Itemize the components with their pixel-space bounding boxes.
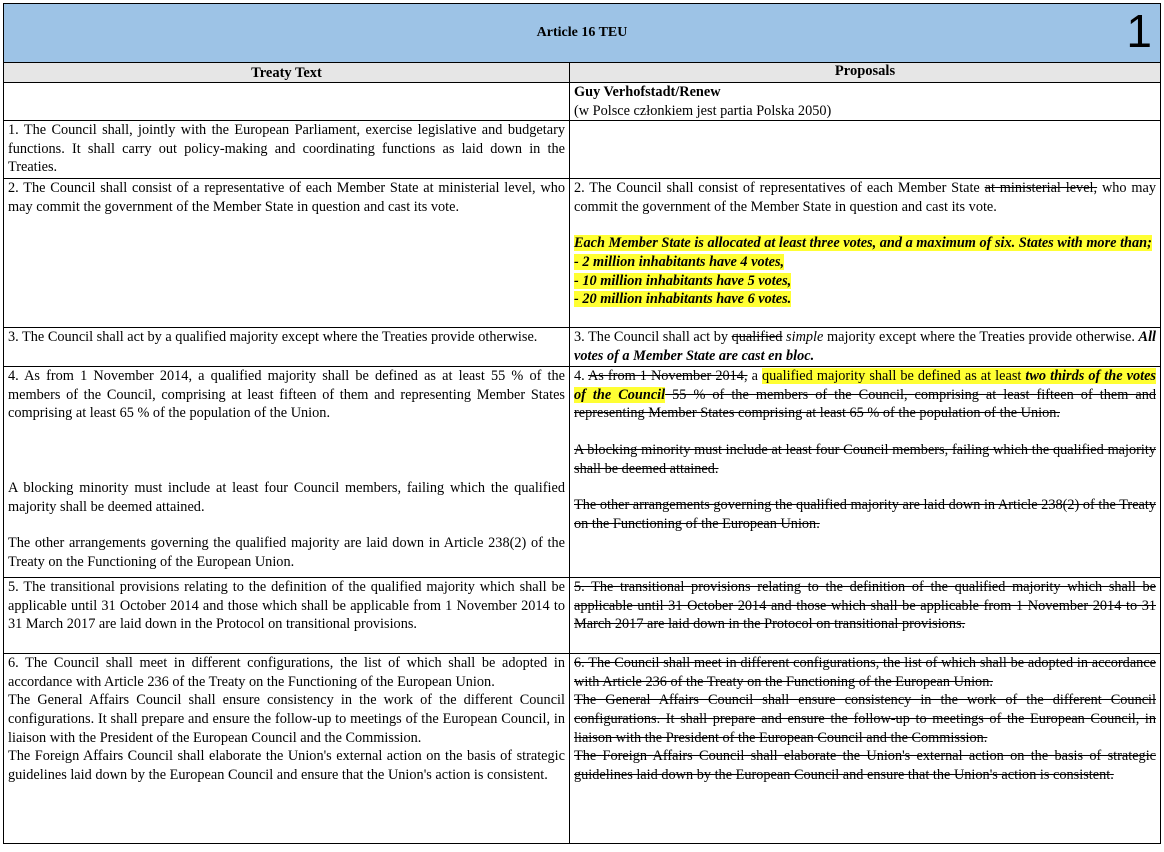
article-title: Article 16 TEU [536, 24, 628, 40]
title-row [4, 4, 1161, 63]
struck-text: 55 % of the members of the Council, comprising at least fifteen of them and representing Member States comprising at least 65 % of the population of the Union. [574, 386, 1156, 422]
proposal-paragraph-1 [570, 121, 1161, 179]
row-paragraph-6 [4, 654, 1161, 844]
empty-cell [4, 83, 570, 121]
struck-text: As from 1 November 2014, [587, 368, 748, 385]
new-text: two thirds of the votes of the Council [574, 368, 1156, 403]
struck-text: qualified [731, 329, 783, 346]
treaty-paragraph-3: 3. The Council shall act by a qualified majority except where the Treaties provide otherwise. [4, 328, 570, 367]
proposal-2-votes [574, 234, 1156, 308]
treaty-text-header: Treaty Text [4, 63, 570, 83]
proposal-paragraph-4: 4. As from 1 November 2014, a qualified majority shall be defined as at least two thirds of the votes of the Council 55 % of the members of the Council, comprising at least fifteen of them and representing Member States comprising at least 65 % of the population of the Union. A blocking minority must include at least four Council members, failing which the qualified majority shall be deemed attained. The other arrangements governing the qualified majority are laid down in Article 238(2) of the Treaty on the Functioning of the European Union. [570, 367, 1161, 578]
row-paragraph-1 [4, 121, 1161, 179]
highlighted-text: qualified majority shall be defined as at least [761, 368, 1026, 385]
new-text: simple [782, 329, 824, 346]
proposal-paragraph-2 [570, 179, 1161, 328]
struck-paragraph: The other arrangements governing the qualified majority are laid down in Article 238(2) of the Treaty on the Functioning of the European Union. [574, 497, 1157, 532]
row-paragraph-2 [4, 179, 1161, 328]
proposer-row [4, 83, 1161, 121]
proposals-header: Proposals [570, 63, 1161, 83]
treaty-paragraph-6: 6. The Council shall meet in different configurations, the list of which shall be adopted in accordance with Article 236 of the Treaty on the Functioning of the European Union. The General Affairs Council shall ensure consistency in the work of the different Council configurations. It shall prepare and ensure the follow-up to meetings of the European Council, in liaison with the President of the European Council and the Commission. The Foreign Affairs Council shall elaborate the Union's external action on the basis of strategic guidelines laid down by the European Council and ensure that the Union's action is consistent. [4, 654, 570, 844]
row-paragraph-5 [4, 578, 1161, 654]
votes-intro: Each Member State is allocated at least three votes, and a maximum of six. States with more than; [574, 235, 1152, 252]
proposal-2-text: 2. The Council shall consist of representatives of each Member State at ministerial level, who may commit the government of the Member State in question and cast its vote. [574, 180, 1157, 215]
row-paragraph-4 [4, 367, 1161, 578]
proposer-name: Guy Verhofstadt/Renew [574, 84, 721, 100]
comparison-table [3, 3, 1161, 844]
row-paragraph-3 [4, 328, 1161, 367]
proposal-paragraph-3: 3. The Council shall act by qualified simple majority except where the Treaties provide otherwise. All votes of a Member State are cast en bloc. [570, 328, 1161, 367]
struck-paragraph: A blocking minority must include at least four Council members, failing which the qualified majority shall be deemed attained. [574, 441, 1157, 477]
header-row [4, 63, 1161, 83]
votes-line-3: - 20 million inhabitants have 6 votes. [574, 291, 792, 308]
proposer-note: (w Polsce członkiem jest partia Polska 2050) [574, 102, 832, 119]
page-number: 1 [1126, 5, 1153, 57]
title-cell [4, 4, 1161, 63]
proposal-paragraph-6: 6. The Council shall meet in different configurations, the list of which shall be adopted in accordance with Article 236 of the Treaty on the Functioning of the European Union. The General Affairs Council shall ensure consistency in the work of the different Council configurations. It shall prepare and ensure the follow-up to meetings of the European Council, in liaison with the President of the European Council and the Commission. The Foreign Affairs Council shall elaborate the Union's external action on the basis of strategic guidelines laid down by the European Council and ensure that the Union's action is consistent. [570, 654, 1161, 844]
votes-line-2: - 10 million inhabitants have 5 votes, [574, 272, 792, 289]
votes-line-1: - 2 million inhabitants have 4 votes, [574, 253, 785, 270]
struck-text: at ministerial level, [984, 180, 1098, 197]
new-text: All votes of a Member State are cast en bloc. [574, 329, 1157, 364]
proposer-cell [570, 83, 1161, 121]
treaty-paragraph-1: 1. The Council shall, jointly with the European Parliament, exercise legislative and budgetary functions. It shall carry out policy-making and coordinating functions as laid down in the Treaties. [4, 121, 570, 179]
treaty-paragraph-2: 2. The Council shall consist of a representative of each Member State at ministerial level, who may commit the government of the Member State in question and cast its vote. [4, 179, 570, 328]
proposal-paragraph-5: 5. The transitional provisions relating to the definition of the qualified majority which shall be applicable until 31 October 2014 and those which shall be applicable from 1 November 2014 to 31 March 2017 are laid down in the Protocol on transitional provisions. [570, 578, 1161, 654]
treaty-paragraph-5: 5. The transitional provisions relating to the definition of the qualified majority which shall be applicable until 31 October 2014 and those which shall be applicable from 1 November 2014 to 31 March 2017 are laid down in the Protocol on transitional provisions. [4, 578, 570, 654]
treaty-paragraph-4: 4. As from 1 November 2014, a qualified majority shall be defined as at least 55 % of the members of the Council, comprising at least fifteen of them and representing Member States comprising at least 65 % of the population of the Union. A blocking minority must include at least four Council members, failing which the qualified majority shall be deemed attained. The other arrangements governing the qualified majority are laid down in Article 238(2) of the Treaty on the Functioning of the European Union. [4, 367, 570, 578]
